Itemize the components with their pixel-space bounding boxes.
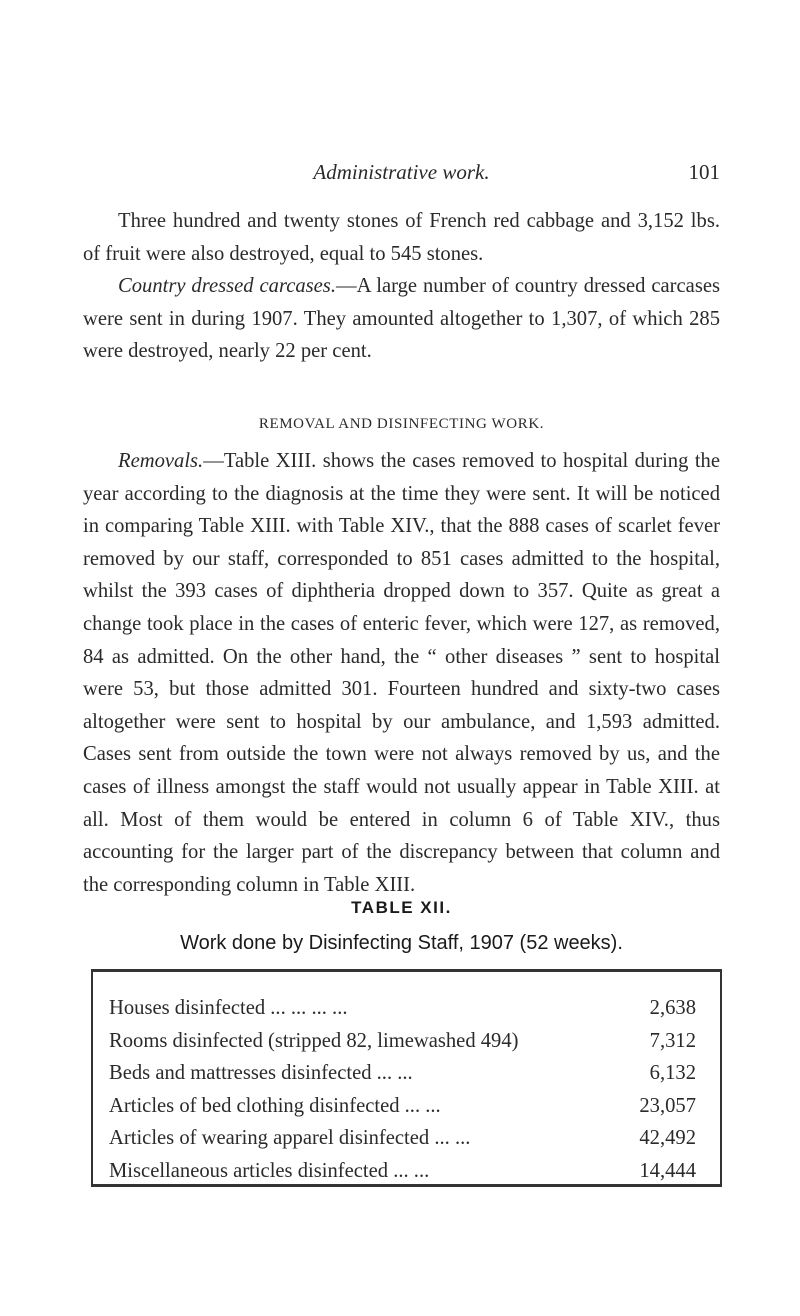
row-label: Rooms disinfected (stripped 82, limewashed 494) — [109, 1029, 519, 1052]
table-row — [109, 1025, 696, 1058]
row-value: 6,132 — [649, 1062, 696, 1085]
row-value: 23,057 — [639, 1094, 696, 1117]
paragraph-text: Three hundred and twenty stones of French red cabbage and 3,152 lbs. of fruit were also destroyed, equal to 545 stones. — [83, 210, 720, 265]
table-row — [109, 1122, 696, 1155]
row-label: Articles of wearing apparel disinfected ... ... — [109, 1127, 471, 1150]
row-label: Miscellaneous articles disinfected ... ... — [109, 1159, 430, 1182]
table-row — [109, 1090, 696, 1123]
paragraph-text: —Table XIII. shows the cases removed to hospital during the year according to the diagnosis at the time they were sent. It will be noticed in comparing Table XIII. with Table XIV., that the 888 cases of scarlet fever removed by our staff, corresponded to 851 cases admitted to the hospital, whilst the 393 cases of diphtheria dropped down to 357. Quite as great a change took place in the cases of enteric fever, which were 127, as removed, 84 as admitted. On the other hand, the “ other diseases ” sent to hospital were 53, but those admitted 301. Fourteen hundred and sixty-two cases altogether were sent to hospital by our ambulance, and 1,593 admitted. Cases sent from outside the town were not always removed by us, and the cases of illness amongst the staff would not usually appear in Table XIII. at all. Most of them would be entered in column 6 of Table XIV., thus accounting for the larger part of the discrepancy between that column and the corresponding column in Table XIII. — [83, 450, 720, 896]
table-row — [109, 1057, 696, 1090]
row-label: Houses disinfected ... ... ... ... — [109, 997, 348, 1019]
row-value: 42,492 — [639, 1127, 696, 1150]
paragraph-removals — [83, 445, 720, 901]
disinfecting-table — [91, 969, 722, 1187]
row-value: 14,444 — [639, 1159, 696, 1182]
table-title: Work done by Disinfecting Staff, 1907 (52 weeks). — [180, 932, 623, 954]
section-heading: REMOVAL AND DISINFECTING WORK. — [258, 416, 545, 432]
paragraph-lead: Removals. — [118, 450, 204, 472]
row-label: Articles of bed clothing disinfected ... ... — [109, 1094, 441, 1117]
row-label: Beds and mattresses disinfected ... ... — [109, 1062, 413, 1085]
row-value: 2,638 — [649, 997, 696, 1019]
table-body — [109, 992, 696, 1188]
paragraph-lead: Country dressed carcases. — [118, 275, 336, 297]
table-label: TABLE XII. — [351, 898, 452, 917]
running-header — [83, 160, 720, 190]
paragraph-country-carcases — [83, 270, 720, 368]
paragraph-fruit-destroyed — [83, 205, 720, 270]
row-value: 7,312 — [649, 1029, 696, 1052]
table-row — [109, 1155, 696, 1188]
paragraph-text: —A large number of country dressed carcases were sent in during 1907. They amounted altogether to 1,307, of which 285 were destroyed, nearly 22 per cent. — [83, 275, 720, 363]
table-row — [109, 992, 696, 1025]
running-title: Administrative work. — [313, 160, 490, 184]
page-number: 101 — [688, 160, 720, 184]
